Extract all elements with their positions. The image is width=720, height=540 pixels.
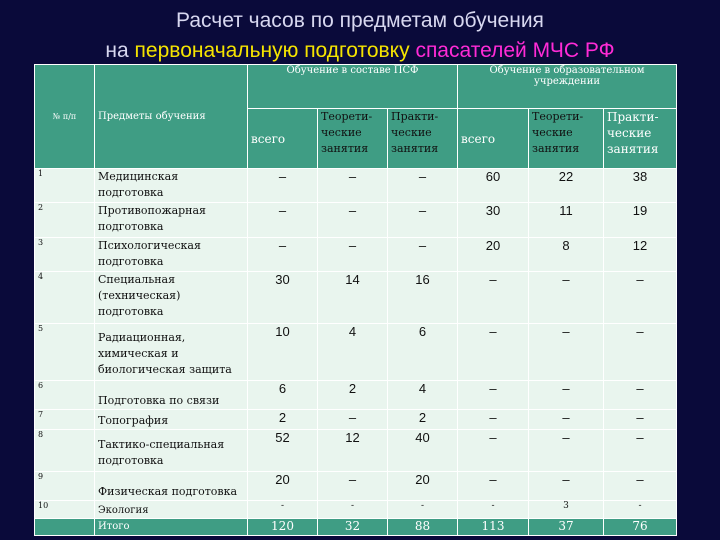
table-row	[35, 381, 677, 409]
cell-psf-practice: 40	[388, 429, 458, 471]
cell-psf-theory: 12	[318, 429, 388, 471]
title-prefix: на	[105, 39, 135, 62]
cell-edu-practice: –	[604, 381, 677, 409]
title-highlight-magenta: спасателей МЧС РФ	[415, 39, 615, 62]
table-row	[35, 272, 677, 324]
cell-psf-practice: –	[388, 237, 458, 271]
cell-psf-practice: 2	[388, 409, 458, 429]
cell-psf-practice: –	[388, 203, 458, 237]
total-psf-total: 120	[248, 518, 318, 535]
cell-edu-practice: –	[604, 429, 677, 471]
cell-edu-theory: 22	[529, 169, 604, 203]
row-subject: Психологическая подготовка	[95, 237, 248, 271]
table-row	[35, 500, 677, 518]
cell-psf-practice: 6	[388, 323, 458, 381]
row-number: 8	[35, 429, 95, 471]
header-edu-theory: Теорети-ческие занятия	[529, 109, 604, 169]
cell-psf-theory: 2	[318, 381, 388, 409]
cell-edu-total: –	[458, 409, 529, 429]
cell-edu-theory: –	[529, 272, 604, 324]
cell-edu-total: –	[458, 472, 529, 500]
cell-edu-total: –	[458, 323, 529, 381]
cell-psf-practice: 20	[388, 472, 458, 500]
cell-psf-practice: -	[388, 500, 458, 518]
row-number: 6	[35, 381, 95, 409]
cell-edu-theory: –	[529, 409, 604, 429]
table-row	[35, 323, 677, 381]
cell-edu-theory: –	[529, 323, 604, 381]
header-group-edu: Обучение в образовательном учреждении	[458, 65, 677, 109]
cell-edu-total: –	[458, 381, 529, 409]
total-psf-theory: 32	[318, 518, 388, 535]
cell-edu-practice: 12	[604, 237, 677, 271]
cell-edu-practice: –	[604, 472, 677, 500]
cell-psf-practice: 16	[388, 272, 458, 324]
page-title	[0, 6, 720, 66]
table-row	[35, 472, 677, 500]
cell-edu-total: –	[458, 272, 529, 324]
cell-psf-total: –	[248, 169, 318, 203]
row-number: 3	[35, 237, 95, 271]
header-edu-practice: Практи-ческие занятия	[604, 109, 677, 169]
cell-edu-total: 30	[458, 203, 529, 237]
cell-edu-practice: –	[604, 409, 677, 429]
title-highlight-yellow: первоначальную подготовку	[134, 39, 410, 62]
table-row	[35, 169, 677, 203]
total-psf-practice: 88	[388, 518, 458, 535]
row-subject: Физическая подготовка	[95, 472, 248, 500]
cell-psf-total: 10	[248, 323, 318, 381]
table-row	[35, 203, 677, 237]
title-line-1: Расчет часов по предметам обучения	[176, 9, 544, 32]
cell-psf-theory: –	[318, 203, 388, 237]
cell-psf-theory: 14	[318, 272, 388, 324]
cell-psf-total: –	[248, 237, 318, 271]
header-psf-theory: Теорети-ческие занятия	[318, 109, 388, 169]
row-subject: Медицинская подготовка	[95, 169, 248, 203]
row-number: 10	[35, 500, 95, 518]
row-subject: Топография	[95, 409, 248, 429]
row-number: 1	[35, 169, 95, 203]
total-edu-total: 113	[458, 518, 529, 535]
table-row	[35, 409, 677, 429]
cell-psf-total: 6	[248, 381, 318, 409]
cell-edu-practice: -	[604, 500, 677, 518]
cell-edu-total: 60	[458, 169, 529, 203]
row-number: 2	[35, 203, 95, 237]
cell-psf-total: 30	[248, 272, 318, 324]
cell-edu-theory: 8	[529, 237, 604, 271]
row-number: 4	[35, 272, 95, 324]
cell-edu-theory: –	[529, 381, 604, 409]
cell-psf-practice: –	[388, 169, 458, 203]
cell-edu-theory: 11	[529, 203, 604, 237]
header-psf-practice: Практи-ческие занятия	[388, 109, 458, 169]
totals-row	[35, 518, 677, 535]
cell-edu-total: 20	[458, 237, 529, 271]
row-subject: Подготовка по связи	[95, 381, 248, 409]
cell-edu-practice: 19	[604, 203, 677, 237]
cell-psf-theory: -	[318, 500, 388, 518]
total-edu-practice: 76	[604, 518, 677, 535]
row-subject: Радиационная, химическая и биологическая защита	[95, 323, 248, 381]
cell-edu-total: -	[458, 500, 529, 518]
cell-psf-total: 20	[248, 472, 318, 500]
header-num: № п/п	[35, 65, 95, 169]
totals-num-cell	[35, 518, 95, 535]
table-row	[35, 429, 677, 471]
row-subject: Тактико-специальная подготовка	[95, 429, 248, 471]
header-edu-total: всего	[458, 109, 529, 169]
header-group-psf: Обучение в составе ПСФ	[248, 65, 458, 109]
cell-psf-theory: –	[318, 409, 388, 429]
cell-edu-practice: –	[604, 272, 677, 324]
table-row	[35, 237, 677, 271]
row-subject: Экология	[95, 500, 248, 518]
hours-table	[34, 64, 677, 536]
cell-psf-theory: 4	[318, 323, 388, 381]
title-line-2	[0, 36, 720, 66]
cell-edu-theory: –	[529, 472, 604, 500]
row-number: 7	[35, 409, 95, 429]
row-subject: Противопожарная подготовка	[95, 203, 248, 237]
cell-psf-total: –	[248, 203, 318, 237]
total-edu-theory: 37	[529, 518, 604, 535]
row-subject: Специальная (техническая) подготовка	[95, 272, 248, 324]
cell-edu-theory: –	[529, 429, 604, 471]
cell-edu-theory: 3	[529, 500, 604, 518]
row-number: 5	[35, 323, 95, 381]
cell-psf-theory: –	[318, 237, 388, 271]
cell-psf-total: 52	[248, 429, 318, 471]
cell-edu-practice: 38	[604, 169, 677, 203]
cell-psf-practice: 4	[388, 381, 458, 409]
cell-psf-theory: –	[318, 472, 388, 500]
header-psf-total: всего	[248, 109, 318, 169]
cell-psf-total: -	[248, 500, 318, 518]
cell-edu-practice: –	[604, 323, 677, 381]
header-subjects: Предметы обучения	[95, 65, 248, 169]
cell-psf-total: 2	[248, 409, 318, 429]
cell-psf-theory: –	[318, 169, 388, 203]
totals-label: Итого	[95, 518, 248, 535]
cell-edu-total: –	[458, 429, 529, 471]
row-number: 9	[35, 472, 95, 500]
